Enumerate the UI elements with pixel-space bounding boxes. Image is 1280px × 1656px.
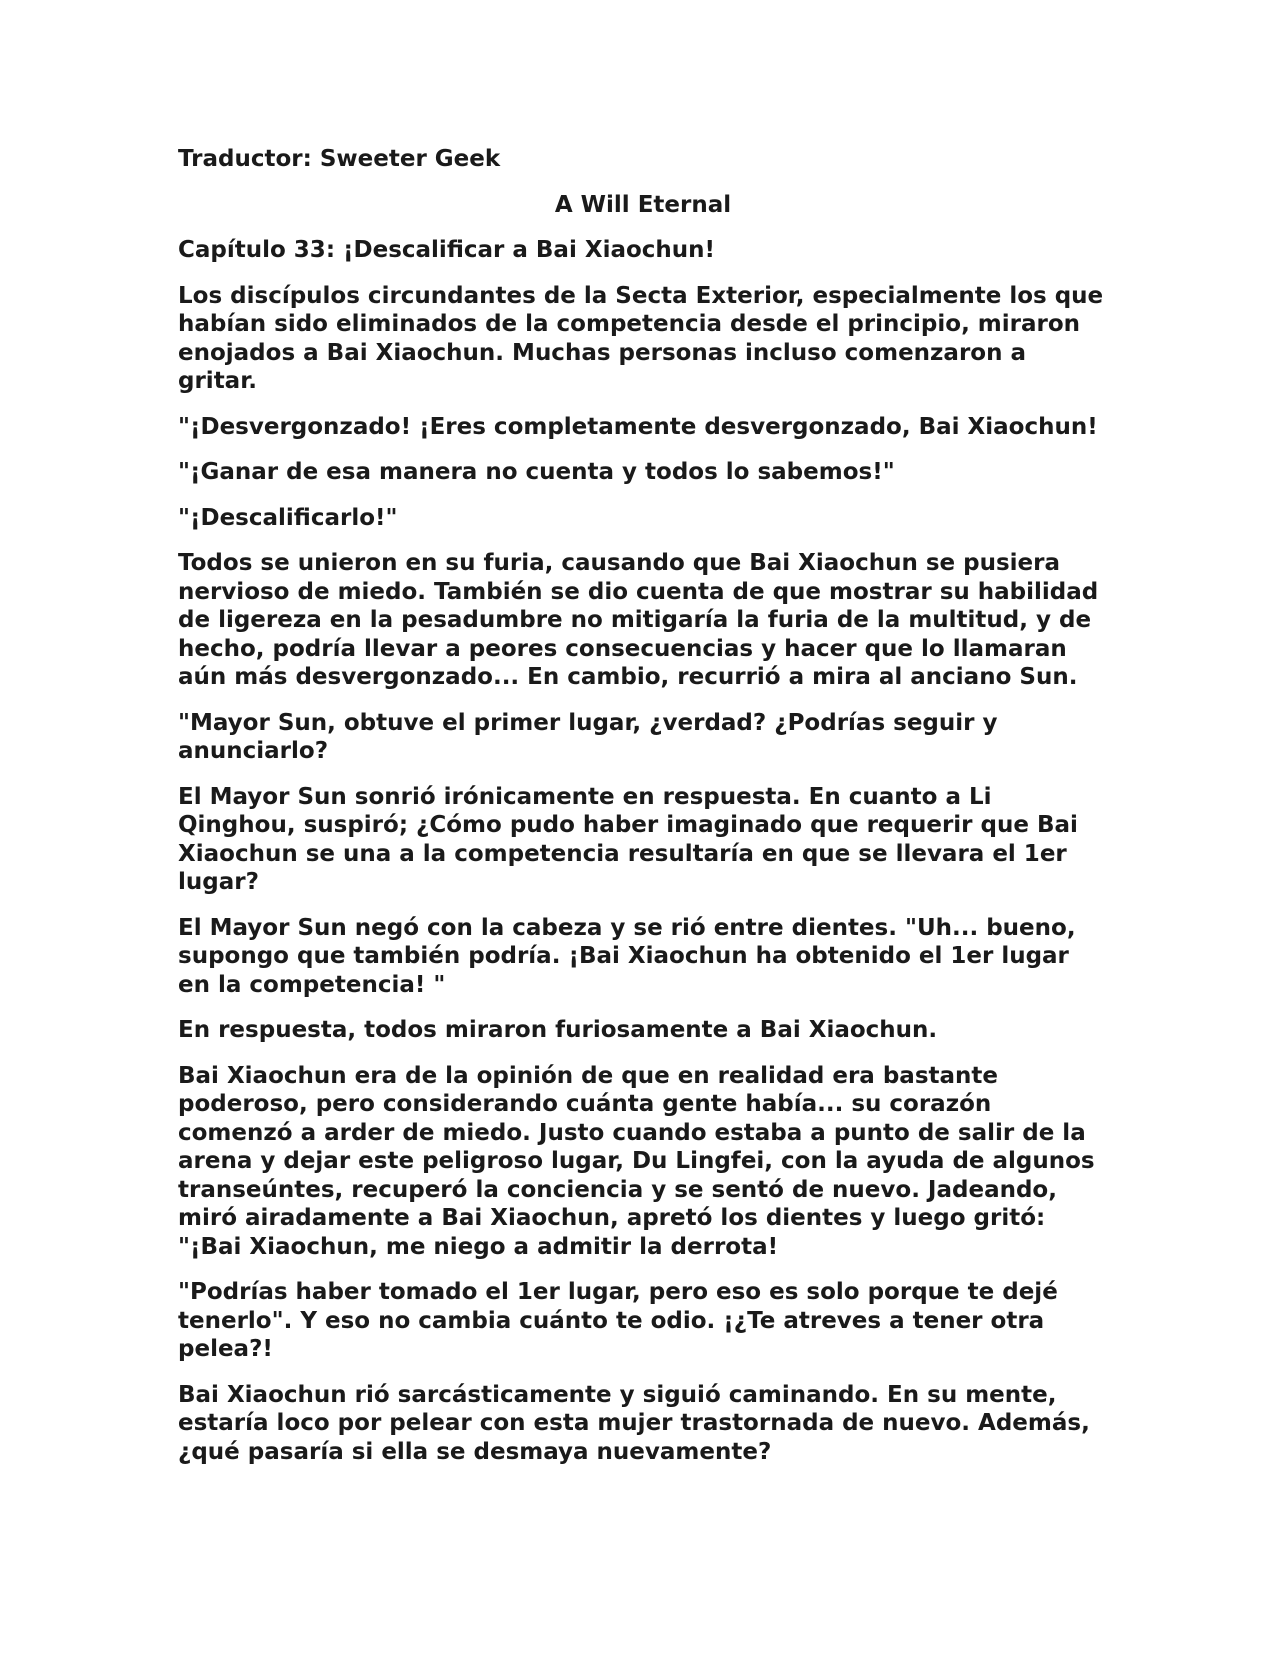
paragraph: Bai Xiaochun rió sarcásticamente y siguió caminando. En su mente, estaría loco por pelear con esta mujer trastornada de nuevo. Además, ¿qué pasaría si ella se desmaya nuevamente?: [178, 1381, 1090, 1465]
translator-credit: Traductor: Sweeter Geek: [178, 146, 501, 172]
paragraph: Bai Xiaochun era de la opinión de que en realidad era bastante poderoso, pero considerando cuánta gente había... su corazón comenzó a arder de miedo. Justo cuando estaba a punto de salir de la arena y dejar este peligroso lugar, Du Lingfei, con la ayuda de algunos transeúntes, recuperó la conciencia y se sentó de nuevo. Jadeando, miró airadamente a Bai Xiaochun, apretó los dientes y luego gritó: "¡Bai Xiaochun, me niego a admitir la derrota!: [178, 1062, 1095, 1260]
paragraph: Todos se unieron en su furia, causando que Bai Xiaochun se pusiera nervioso de miedo. También se dio cuenta de que mostrar su habilidad de ligereza en la pesadumbre no mitigaría la furia de la multitud, y de hecho, podría llevar a peores consecuencias y hacer que lo llamaran aún más desvergonzado... En cambio, recurrió a mira al anciano Sun.: [178, 550, 1099, 690]
paragraph: "¡Descalificarlo!": [178, 504, 398, 531]
paragraph: En respuesta, todos miraron furiosamente a Bai Xiaochun.: [178, 1017, 938, 1043]
paragraph: Los discípulos circundantes de la Secta Exterior, especialmente los que habían sido eliminados de la competencia desde el principio, miraron enojados a Bai Xiaochun. Muchas personas incluso comenzaron a gritar.: [178, 282, 1104, 394]
paragraph: "¡Desvergonzado! ¡Eres completamente desvergonzado, Bai Xiaochun!: [178, 413, 1098, 440]
book-title: A Will Eternal: [554, 191, 732, 218]
document-page: [178, 145, 1108, 1483]
paragraph: "Podrías haber tomado el 1er lugar, pero eso es solo porque te dejé tenerlo". Y eso no cambia cuánto te odio. ¡¿Te atreves a tener otra pelea?!: [178, 1279, 1058, 1362]
paragraph: "¡Ganar de esa manera no cuenta y todos lo sabemos!": [178, 459, 895, 485]
paragraph: El Mayor Sun negó con la cabeza y se rió entre dientes. "Uh... bueno, supongo que también podría. ¡Bai Xiaochun ha obtenido el 1er lugar en la competencia! ": [178, 914, 1076, 998]
paragraph: El Mayor Sun sonrió irónicamente en respuesta. En cuanto a Li Qinghou, suspiró; ¿Cómo pudo haber imaginado que requerir que Bai Xiaochun se una a la competencia resultaría en que se llevara el 1er lugar?: [178, 783, 1078, 895]
chapter-title: Capítulo 33: ¡Descalificar a Bai Xiaochun!: [178, 237, 716, 263]
paragraph: "Mayor Sun, obtuve el primer lugar, ¿verdad? ¿Podrías seguir y anunciarlo?: [178, 709, 998, 764]
